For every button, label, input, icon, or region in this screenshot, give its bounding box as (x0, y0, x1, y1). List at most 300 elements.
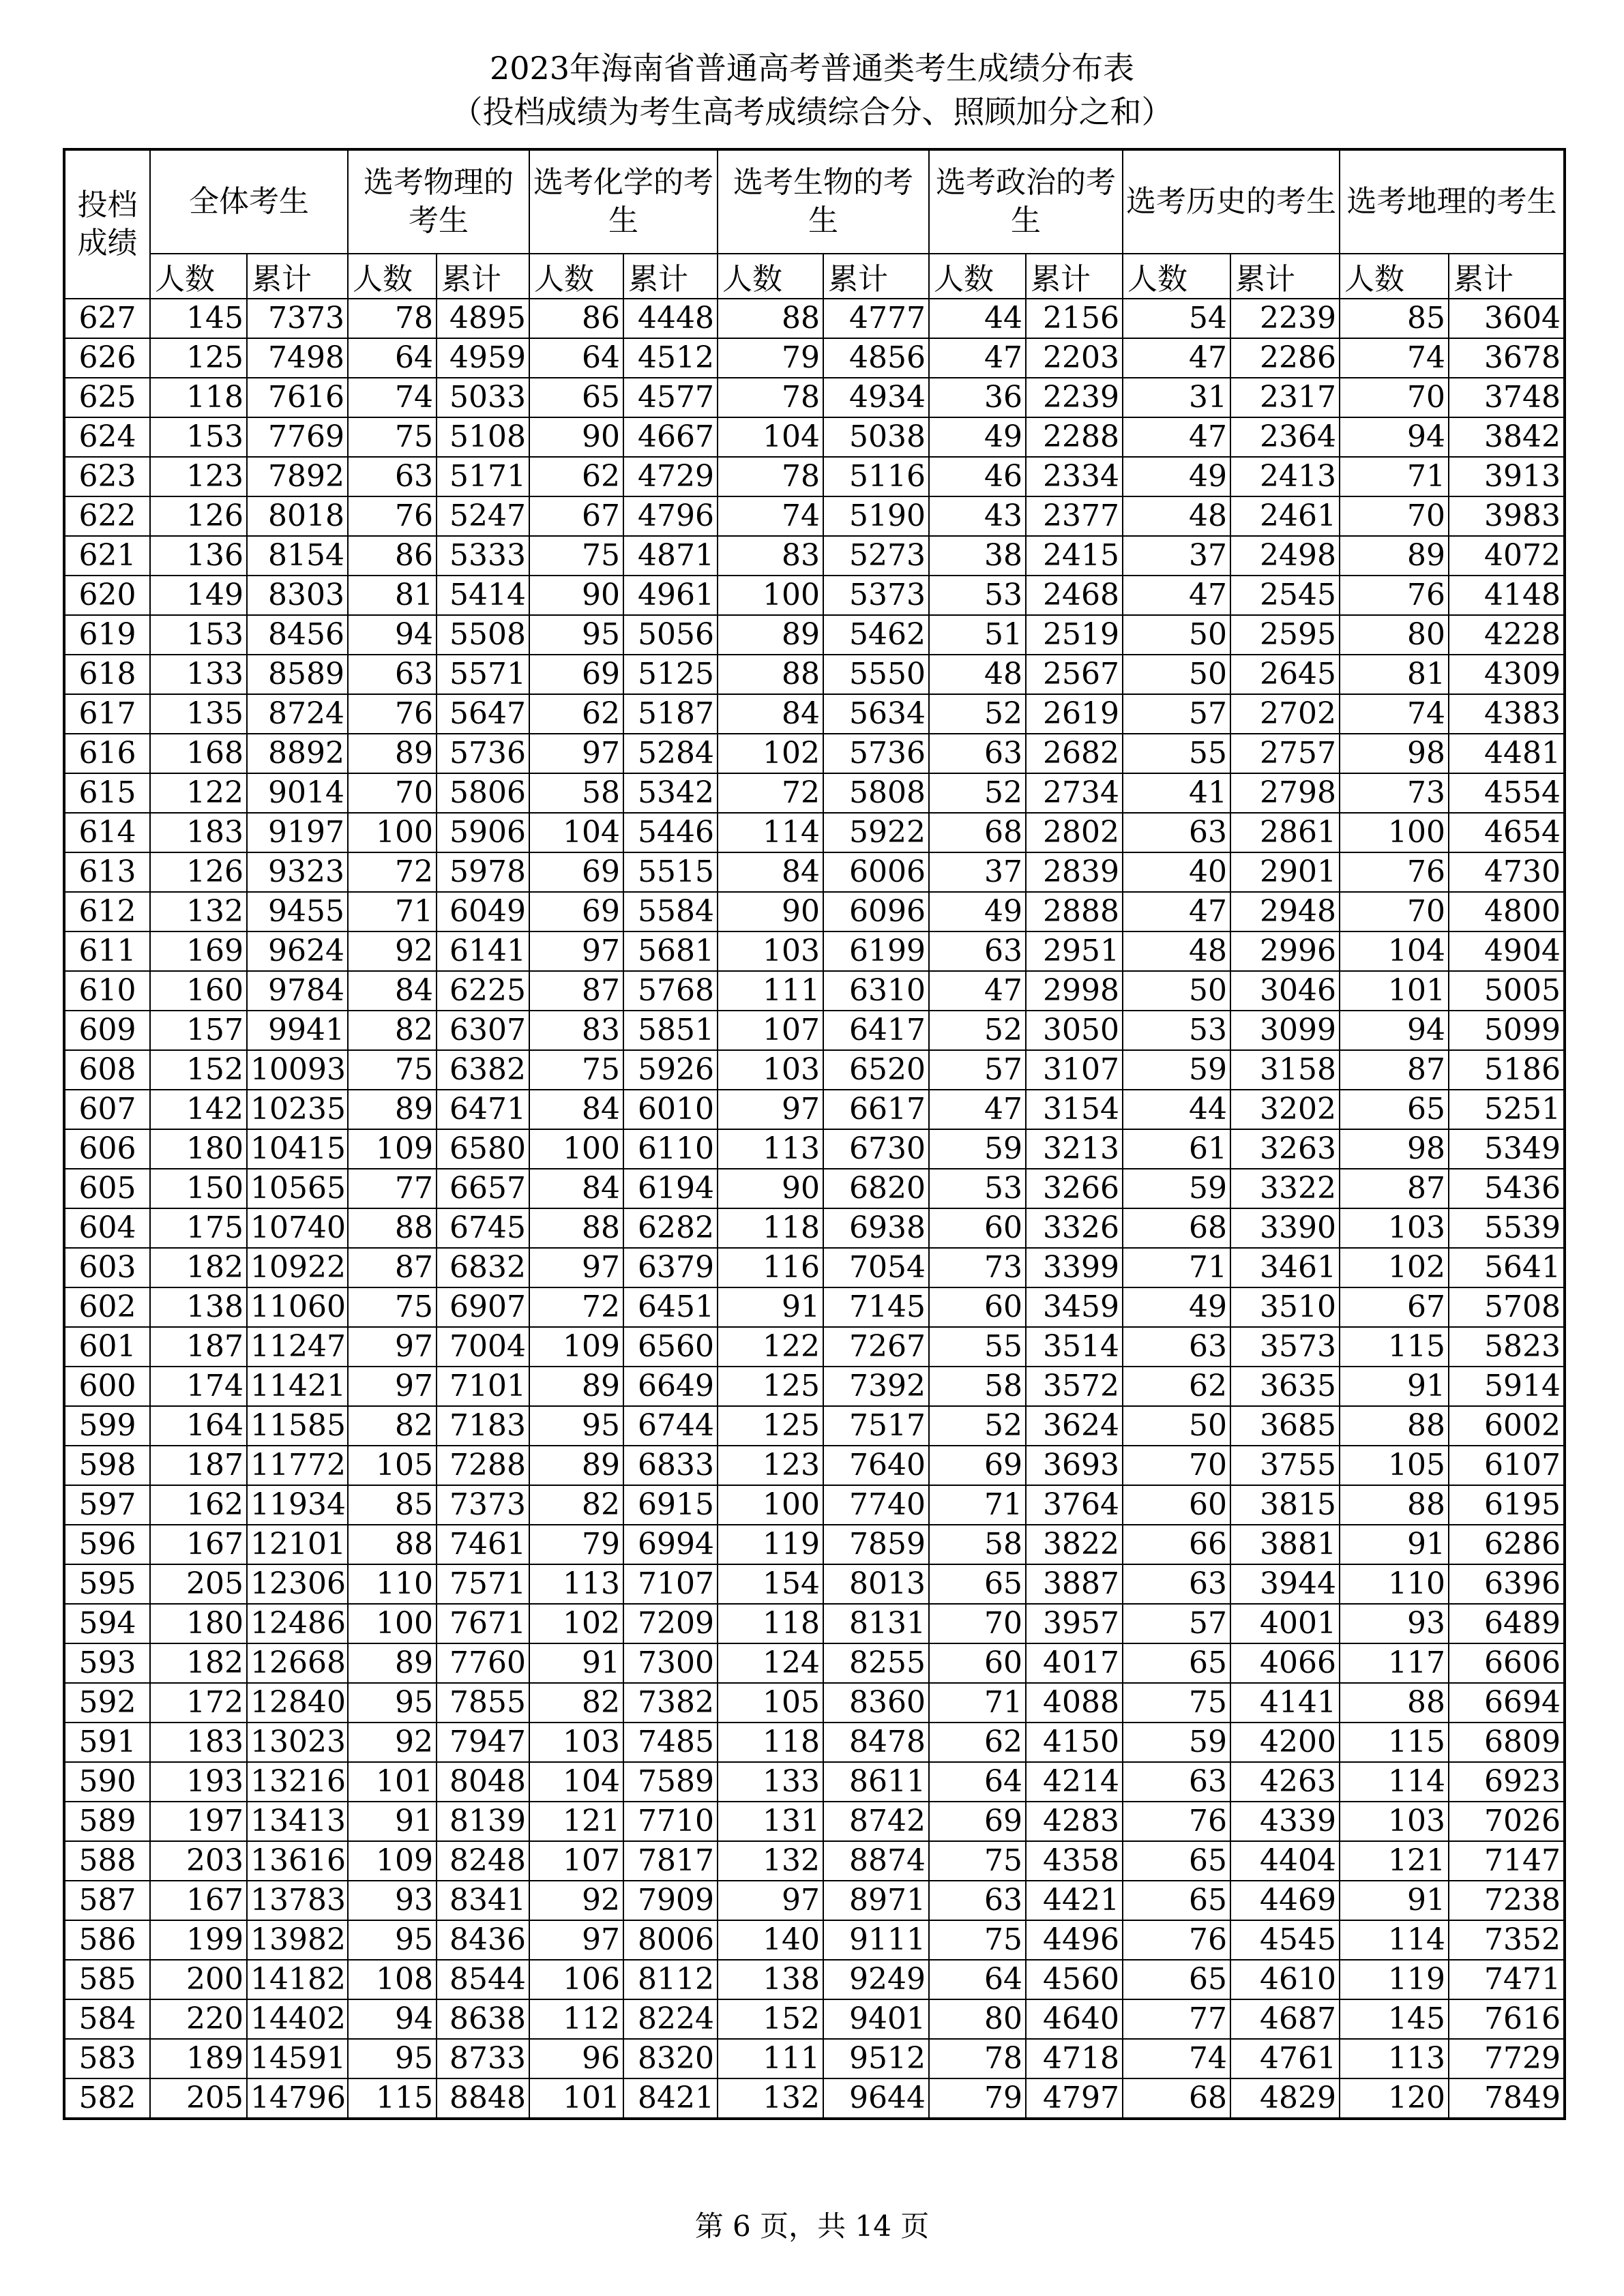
cumulative-cell: 7209 (623, 1604, 718, 1643)
cumulative-cell: 4871 (623, 536, 718, 576)
count-cell: 65 (1340, 1090, 1449, 1129)
cumulative-cell: 2802 (1026, 813, 1123, 852)
table-row (64, 655, 1565, 694)
cumulative-cell: 7760 (437, 1643, 529, 1683)
cumulative-cell: 5906 (437, 813, 529, 852)
cumulative-cell: 11421 (247, 1367, 348, 1406)
cumulative-cell: 6520 (823, 1050, 929, 1090)
count-cell: 98 (1340, 734, 1449, 773)
header-group-all: 全体考生 (150, 149, 348, 254)
table-row (64, 892, 1565, 931)
cumulative-cell: 10922 (247, 1248, 348, 1287)
count-cell: 95 (348, 1920, 437, 1960)
score-cell: 623 (64, 457, 150, 496)
cumulative-cell: 4228 (1449, 615, 1565, 655)
cumulative-cell: 4383 (1449, 694, 1565, 734)
count-cell: 76 (1340, 576, 1449, 615)
count-cell: 95 (348, 1683, 437, 1723)
count-cell: 93 (348, 1881, 437, 1920)
cumulative-cell: 8360 (823, 1683, 929, 1723)
count-cell: 37 (929, 852, 1026, 892)
cumulative-cell: 5823 (1449, 1327, 1565, 1367)
count-cell: 63 (348, 655, 437, 694)
count-cell: 72 (348, 852, 437, 892)
cumulative-cell: 11772 (247, 1446, 348, 1485)
table-row (64, 1011, 1565, 1050)
cumulative-cell: 8589 (247, 655, 348, 694)
count-cell: 100 (529, 1129, 623, 1169)
table-row (64, 1920, 1565, 1960)
count-cell: 157 (150, 1011, 247, 1050)
cumulative-cell: 6606 (1449, 1643, 1565, 1683)
table-row (64, 1723, 1565, 1762)
cumulative-cell: 8478 (823, 1723, 929, 1762)
cumulative-cell: 5736 (823, 734, 929, 773)
count-cell: 160 (150, 971, 247, 1011)
header-group-biology: 选考生物的考生 (718, 149, 929, 254)
count-cell: 62 (529, 457, 623, 496)
count-cell: 53 (929, 576, 1026, 615)
score-cell: 601 (64, 1327, 150, 1367)
count-cell: 167 (150, 1881, 247, 1920)
count-cell: 59 (1123, 1169, 1230, 1208)
count-cell: 120 (1340, 2078, 1449, 2119)
cumulative-cell: 4545 (1230, 1920, 1340, 1960)
subheader-cumulative: 累计 (247, 254, 348, 299)
count-cell: 89 (348, 1643, 437, 1683)
cumulative-cell: 6617 (823, 1090, 929, 1129)
cumulative-cell: 6730 (823, 1129, 929, 1169)
count-cell: 47 (1123, 576, 1230, 615)
count-cell: 107 (529, 1841, 623, 1881)
cumulative-cell: 7849 (1449, 2078, 1565, 2119)
count-cell: 115 (348, 2078, 437, 2119)
count-cell: 74 (1123, 2039, 1230, 2078)
cumulative-cell: 8611 (823, 1762, 929, 1802)
count-cell: 88 (718, 299, 823, 338)
count-cell: 82 (529, 1485, 623, 1525)
cumulative-cell: 6832 (437, 1248, 529, 1287)
cumulative-cell: 6396 (1449, 1564, 1565, 1604)
score-cell: 596 (64, 1525, 150, 1564)
count-cell: 86 (348, 536, 437, 576)
count-cell: 124 (718, 1643, 823, 1683)
count-cell: 187 (150, 1327, 247, 1367)
count-cell: 55 (1123, 734, 1230, 773)
count-cell: 132 (718, 1841, 823, 1881)
score-cell: 600 (64, 1367, 150, 1406)
score-cell: 621 (64, 536, 150, 576)
count-cell: 102 (718, 734, 823, 773)
cumulative-cell: 3693 (1026, 1446, 1123, 1485)
cumulative-cell: 6694 (1449, 1683, 1565, 1723)
cumulative-cell: 7909 (623, 1881, 718, 1920)
cumulative-cell: 9941 (247, 1011, 348, 1050)
cumulative-cell: 2595 (1230, 615, 1340, 655)
count-cell: 114 (1340, 1920, 1449, 1960)
cumulative-cell: 6649 (623, 1367, 718, 1406)
count-cell: 100 (718, 1485, 823, 1525)
count-cell: 76 (348, 694, 437, 734)
count-cell: 103 (1340, 1802, 1449, 1841)
count-cell: 69 (929, 1802, 1026, 1841)
count-cell: 40 (1123, 852, 1230, 892)
count-cell: 58 (529, 773, 623, 813)
cumulative-cell: 5108 (437, 417, 529, 457)
cumulative-cell: 7238 (1449, 1881, 1565, 1920)
count-cell: 48 (929, 655, 1026, 694)
cumulative-cell: 8892 (247, 734, 348, 773)
cumulative-cell: 3202 (1230, 1090, 1340, 1129)
count-cell: 88 (718, 655, 823, 694)
subheader-count: 人数 (529, 254, 623, 299)
cumulative-cell: 3887 (1026, 1564, 1123, 1604)
count-cell: 119 (718, 1525, 823, 1564)
cumulative-cell: 2619 (1026, 694, 1123, 734)
table-row (64, 1999, 1565, 2039)
cumulative-cell: 4895 (437, 299, 529, 338)
cumulative-cell: 4141 (1230, 1683, 1340, 1723)
count-cell: 98 (1340, 1129, 1449, 1169)
cumulative-cell: 5806 (437, 773, 529, 813)
count-cell: 94 (1340, 1011, 1449, 1050)
score-cell: 597 (64, 1485, 150, 1525)
count-cell: 44 (929, 299, 1026, 338)
cumulative-cell: 4088 (1026, 1683, 1123, 1723)
count-cell: 118 (718, 1604, 823, 1643)
count-cell: 199 (150, 1920, 247, 1960)
count-cell: 44 (1123, 1090, 1230, 1129)
score-cell: 589 (64, 1802, 150, 1841)
cumulative-cell: 7589 (623, 1762, 718, 1802)
count-cell: 68 (929, 813, 1026, 852)
cumulative-cell: 13783 (247, 1881, 348, 1920)
cumulative-cell: 5247 (437, 496, 529, 536)
cumulative-cell: 6049 (437, 892, 529, 931)
count-cell: 119 (1340, 1960, 1449, 1999)
count-cell: 172 (150, 1683, 247, 1723)
subheader-cumulative: 累计 (823, 254, 929, 299)
score-cell: 626 (64, 338, 150, 378)
cumulative-cell: 8006 (623, 1920, 718, 1960)
cumulative-cell: 7517 (823, 1406, 929, 1446)
count-cell: 105 (718, 1683, 823, 1723)
cumulative-cell: 6107 (1449, 1446, 1565, 1485)
cumulative-cell: 2682 (1026, 734, 1123, 773)
count-cell: 149 (150, 576, 247, 615)
cumulative-cell: 5851 (623, 1011, 718, 1050)
count-cell: 132 (150, 892, 247, 931)
cumulative-cell: 4856 (823, 338, 929, 378)
count-cell: 63 (1123, 1564, 1230, 1604)
count-cell: 79 (529, 1525, 623, 1564)
cumulative-cell: 5125 (623, 655, 718, 694)
page-title: 2023年海南省普通高考普通类考生成绩分布表 (489, 50, 1135, 87)
count-cell: 97 (718, 1881, 823, 1920)
count-cell: 153 (150, 417, 247, 457)
cumulative-cell: 4283 (1026, 1802, 1123, 1841)
cumulative-cell: 6002 (1449, 1406, 1565, 1446)
count-cell: 121 (1340, 1841, 1449, 1881)
count-cell: 75 (529, 1050, 623, 1090)
cumulative-cell: 3822 (1026, 1525, 1123, 1564)
cumulative-cell: 3842 (1449, 417, 1565, 457)
count-cell: 79 (718, 338, 823, 378)
count-cell: 49 (1123, 457, 1230, 496)
cumulative-cell: 7892 (247, 457, 348, 496)
subheader-count: 人数 (1340, 254, 1449, 299)
score-cell: 604 (64, 1208, 150, 1248)
count-cell: 100 (718, 576, 823, 615)
count-cell: 50 (1123, 615, 1230, 655)
cumulative-cell: 11585 (247, 1406, 348, 1446)
count-cell: 90 (529, 417, 623, 457)
table-row (64, 1050, 1565, 1090)
cumulative-cell: 5414 (437, 576, 529, 615)
cumulative-cell: 12840 (247, 1683, 348, 1723)
count-cell: 125 (718, 1367, 823, 1406)
count-cell: 75 (348, 417, 437, 457)
count-cell: 60 (929, 1643, 1026, 1683)
cumulative-cell: 3390 (1230, 1208, 1340, 1248)
count-cell: 174 (150, 1367, 247, 1406)
header-row-subcolumns (64, 254, 1565, 299)
count-cell: 126 (150, 852, 247, 892)
cumulative-cell: 5808 (823, 773, 929, 813)
cumulative-cell: 2288 (1026, 417, 1123, 457)
count-cell: 95 (348, 2039, 437, 2078)
cumulative-cell: 6451 (623, 1287, 718, 1327)
cumulative-cell: 11060 (247, 1287, 348, 1327)
cumulative-cell: 8421 (623, 2078, 718, 2119)
cumulative-cell: 4001 (1230, 1604, 1340, 1643)
cumulative-cell: 6199 (823, 931, 929, 971)
count-cell: 63 (1123, 813, 1230, 852)
cumulative-cell: 6809 (1449, 1723, 1565, 1762)
count-cell: 197 (150, 1802, 247, 1841)
cumulative-cell: 4150 (1026, 1723, 1123, 1762)
cumulative-cell: 6657 (437, 1169, 529, 1208)
table-row (64, 1841, 1565, 1881)
header-group-physics: 选考物理的考生 (348, 149, 529, 254)
count-cell: 113 (1340, 2039, 1449, 2078)
count-cell: 154 (718, 1564, 823, 1604)
count-cell: 70 (1340, 892, 1449, 931)
count-cell: 114 (1340, 1762, 1449, 1802)
cumulative-cell: 13616 (247, 1841, 348, 1881)
count-cell: 180 (150, 1129, 247, 1169)
cumulative-cell: 7147 (1449, 1841, 1565, 1881)
count-cell: 62 (1123, 1367, 1230, 1406)
count-cell: 69 (529, 655, 623, 694)
count-cell: 59 (929, 1129, 1026, 1169)
count-cell: 85 (1340, 299, 1449, 338)
score-cell: 591 (64, 1723, 150, 1762)
cumulative-cell: 7769 (247, 417, 348, 457)
table-row (64, 417, 1565, 457)
score-cell: 617 (64, 694, 150, 734)
count-cell: 97 (529, 931, 623, 971)
cumulative-cell: 5584 (623, 892, 718, 931)
cumulative-cell: 4961 (623, 576, 718, 615)
cumulative-cell: 3748 (1449, 378, 1565, 417)
count-cell: 78 (718, 457, 823, 496)
count-cell: 75 (348, 1050, 437, 1090)
count-cell: 203 (150, 1841, 247, 1881)
count-cell: 90 (718, 892, 823, 931)
cumulative-cell: 3266 (1026, 1169, 1123, 1208)
count-cell: 89 (529, 1446, 623, 1485)
count-cell: 95 (529, 1406, 623, 1446)
cumulative-cell: 5056 (623, 615, 718, 655)
count-cell: 71 (929, 1683, 1026, 1723)
count-cell: 81 (348, 576, 437, 615)
cumulative-cell: 5681 (623, 931, 718, 971)
count-cell: 107 (718, 1011, 823, 1050)
count-cell: 193 (150, 1762, 247, 1802)
cumulative-cell: 13982 (247, 1920, 348, 1960)
count-cell: 69 (529, 892, 623, 931)
cumulative-cell: 4358 (1026, 1841, 1123, 1881)
cumulative-cell: 8048 (437, 1762, 529, 1802)
count-cell: 91 (348, 1802, 437, 1841)
count-cell: 76 (1340, 852, 1449, 892)
cumulative-cell: 3046 (1230, 971, 1340, 1011)
cumulative-cell: 2948 (1230, 892, 1340, 931)
cumulative-cell: 4469 (1230, 1881, 1340, 1920)
subheader-cumulative: 累计 (623, 254, 718, 299)
count-cell: 65 (1123, 1960, 1230, 1999)
cumulative-cell: 14591 (247, 2039, 348, 2078)
count-cell: 78 (929, 2039, 1026, 2078)
table-row (64, 576, 1565, 615)
table-row (64, 813, 1565, 852)
cumulative-cell: 5508 (437, 615, 529, 655)
count-cell: 52 (929, 773, 1026, 813)
cumulative-cell: 6833 (623, 1446, 718, 1485)
count-cell: 83 (529, 1011, 623, 1050)
cumulative-cell: 7616 (1449, 1999, 1565, 2039)
count-cell: 87 (1340, 1050, 1449, 1090)
cumulative-cell: 8733 (437, 2039, 529, 2078)
cumulative-cell: 6310 (823, 971, 929, 1011)
count-cell: 117 (1340, 1643, 1449, 1683)
cumulative-cell: 4730 (1449, 852, 1565, 892)
score-cell: 592 (64, 1683, 150, 1723)
count-cell: 74 (718, 496, 823, 536)
cumulative-cell: 4829 (1230, 2078, 1340, 2119)
count-cell: 138 (718, 1960, 823, 1999)
cumulative-cell: 3459 (1026, 1287, 1123, 1327)
count-cell: 75 (929, 1841, 1026, 1881)
table-row (64, 1169, 1565, 1208)
cumulative-cell: 7004 (437, 1327, 529, 1367)
score-cell: 625 (64, 378, 150, 417)
cumulative-cell: 7145 (823, 1287, 929, 1327)
cumulative-cell: 3983 (1449, 496, 1565, 536)
cumulative-cell: 3944 (1230, 1564, 1340, 1604)
cumulative-cell: 8320 (623, 2039, 718, 2078)
count-cell: 180 (150, 1604, 247, 1643)
cumulative-cell: 8224 (623, 1999, 718, 2039)
cumulative-cell: 11934 (247, 1485, 348, 1525)
count-cell: 85 (348, 1485, 437, 1525)
score-cell: 624 (64, 417, 150, 457)
cumulative-cell: 5550 (823, 655, 929, 694)
table-row (64, 1762, 1565, 1802)
cumulative-cell: 6580 (437, 1129, 529, 1169)
table-row (64, 1248, 1565, 1287)
count-cell: 50 (1123, 971, 1230, 1011)
table-row (64, 2078, 1565, 2119)
cumulative-cell: 13413 (247, 1802, 348, 1841)
cumulative-cell: 5333 (437, 536, 529, 576)
cumulative-cell: 10740 (247, 1208, 348, 1248)
score-cell: 598 (64, 1446, 150, 1485)
cumulative-cell: 3604 (1449, 299, 1565, 338)
count-cell: 51 (929, 615, 1026, 655)
cumulative-cell: 8742 (823, 1802, 929, 1841)
cumulative-cell: 7471 (1449, 1960, 1565, 1999)
count-cell: 84 (348, 971, 437, 1011)
subheader-cumulative: 累计 (1230, 254, 1340, 299)
cumulative-cell: 6994 (623, 1525, 718, 1564)
count-cell: 104 (1340, 931, 1449, 971)
count-cell: 126 (150, 496, 247, 536)
cumulative-cell: 2567 (1026, 655, 1123, 694)
count-cell: 58 (929, 1525, 1026, 1564)
score-cell: 583 (64, 2039, 150, 2078)
table-row (64, 1643, 1565, 1683)
cumulative-cell: 5099 (1449, 1011, 1565, 1050)
cumulative-cell: 4761 (1230, 2039, 1340, 2078)
count-cell: 76 (348, 496, 437, 536)
cumulative-cell: 14402 (247, 1999, 348, 2039)
cumulative-cell: 4554 (1449, 773, 1565, 813)
score-cell: 616 (64, 734, 150, 773)
count-cell: 105 (348, 1446, 437, 1485)
table-row (64, 1287, 1565, 1327)
cumulative-cell: 14796 (247, 2078, 348, 2119)
count-cell: 94 (348, 615, 437, 655)
count-cell: 122 (150, 773, 247, 813)
cumulative-cell: 2645 (1230, 655, 1340, 694)
cumulative-cell: 10415 (247, 1129, 348, 1169)
count-cell: 97 (529, 1248, 623, 1287)
table-row (64, 1406, 1565, 1446)
cumulative-cell: 7392 (823, 1367, 929, 1406)
count-cell: 145 (150, 299, 247, 338)
score-cell: 585 (64, 1960, 150, 1999)
score-cell: 595 (64, 1564, 150, 1604)
count-cell: 65 (929, 1564, 1026, 1604)
count-cell: 64 (929, 1960, 1026, 1999)
count-cell: 110 (1340, 1564, 1449, 1604)
count-cell: 104 (529, 813, 623, 852)
count-cell: 37 (1123, 536, 1230, 576)
cumulative-cell: 5373 (823, 576, 929, 615)
count-cell: 84 (529, 1169, 623, 1208)
count-cell: 48 (1123, 931, 1230, 971)
cumulative-cell: 7267 (823, 1327, 929, 1367)
table-row (64, 2039, 1565, 2078)
cumulative-cell: 5187 (623, 694, 718, 734)
cumulative-cell: 4448 (623, 299, 718, 338)
count-cell: 71 (348, 892, 437, 931)
cumulative-cell: 9111 (823, 1920, 929, 1960)
cumulative-cell: 4610 (1230, 1960, 1340, 1999)
count-cell: 100 (1340, 813, 1449, 852)
